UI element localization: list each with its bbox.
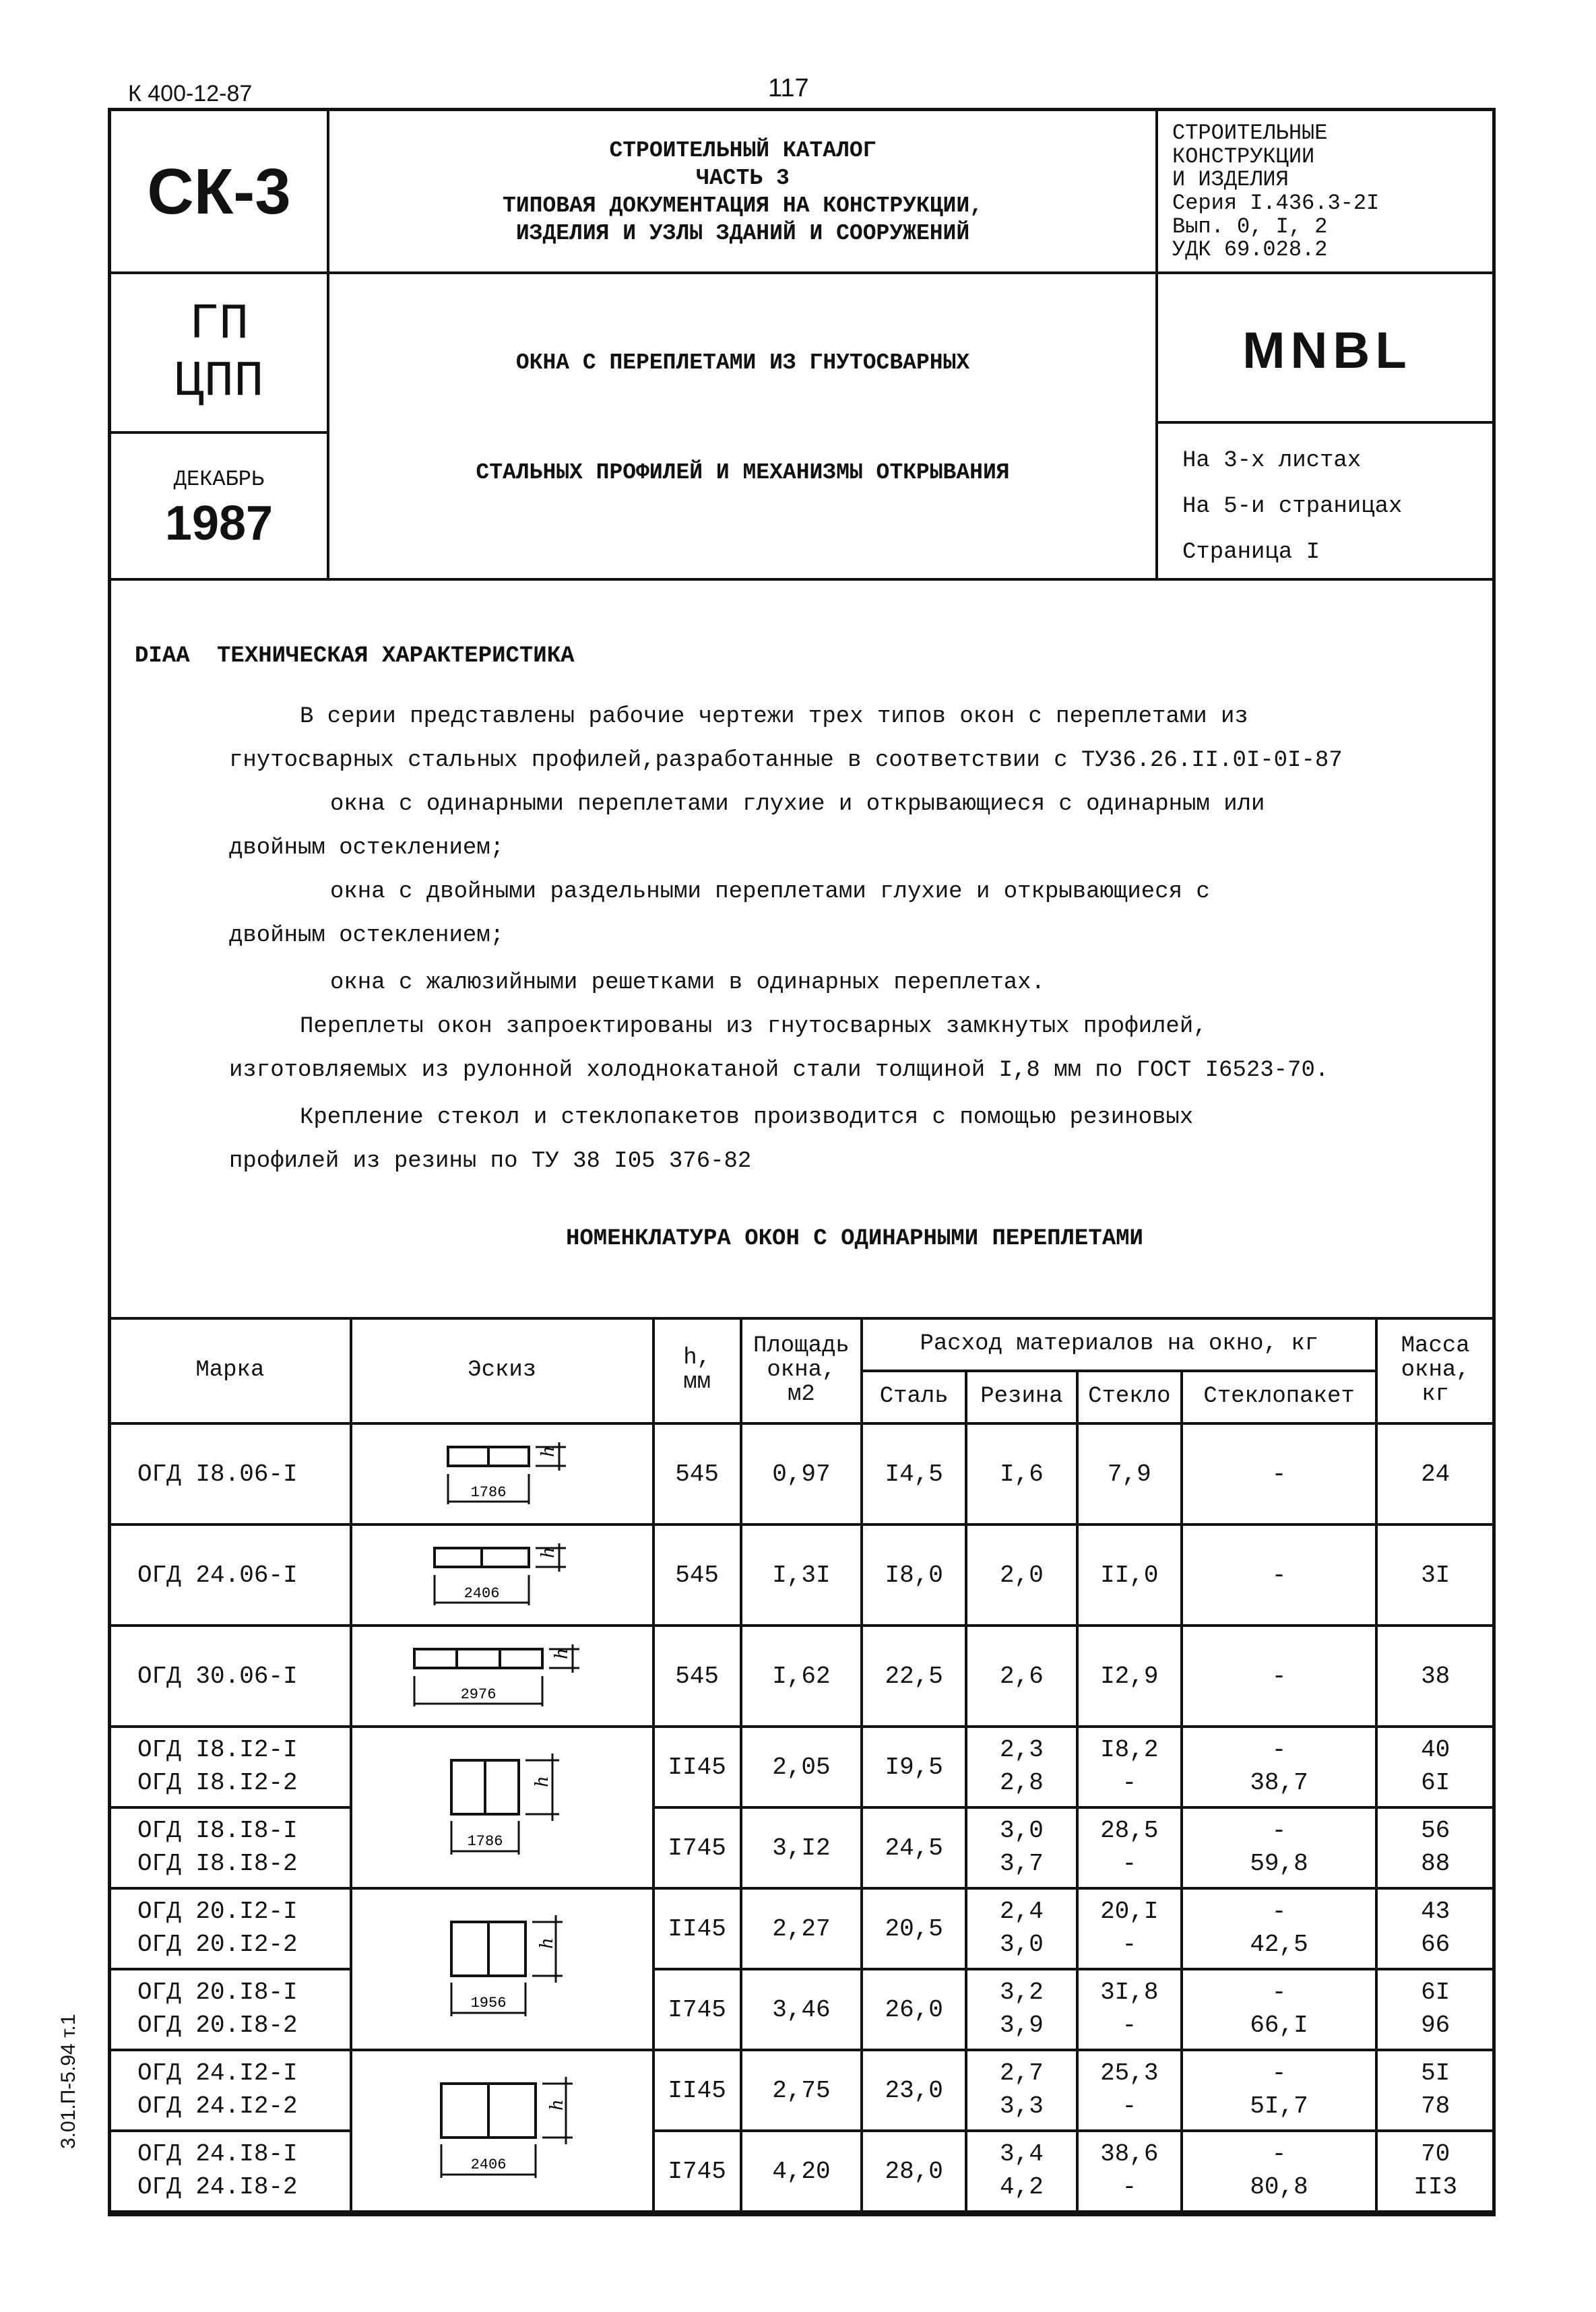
cell-mass	[1376, 1969, 1494, 2050]
org-line: ГП	[189, 296, 249, 353]
body-line: гнутосварных стальных профилей,разработанные в соответствии с ТУ36.26.II.0I-0I-87	[229, 748, 1343, 773]
cell-mark	[109, 2131, 351, 2212]
svg-text:h: h	[538, 1446, 559, 1457]
value-line: -	[1271, 1736, 1287, 1764]
cell-h: 545	[653, 1626, 741, 1727]
value-line: 59,8	[1250, 1850, 1308, 1877]
cell-glass	[1077, 1888, 1182, 1969]
cell-sketch	[351, 1524, 653, 1626]
cell-area: 3,46	[741, 1969, 862, 2050]
issue-month: ДЕКАБРЬ	[173, 466, 265, 492]
value-line: 6I	[1421, 1769, 1450, 1797]
cell-mark	[109, 1888, 351, 1969]
cell-rubber	[966, 1727, 1077, 1807]
svg-text:h: h	[552, 1648, 573, 1659]
title-line: СТАЛЬНЫХ ПРОФИЛЕЙ И МЕХАНИЗМЫ ОТКРЫВАНИЯ	[476, 460, 1010, 485]
cell-glass	[1077, 1727, 1182, 1807]
header-mass-unit: кг	[1422, 1381, 1450, 1407]
body-line: профилей из резины по ТУ 38 I05 376-82	[229, 1149, 752, 1174]
value-line: 88	[1421, 1850, 1450, 1877]
udk: УДК 69.028.2	[1172, 237, 1328, 263]
value-line: -	[1271, 1979, 1287, 2007]
mark-line: ОГД 24.I8-2	[137, 2173, 298, 2201]
table-row	[109, 1524, 1494, 1626]
window-sketch-icon	[421, 1902, 583, 2036]
cell-glass-unit	[1182, 1969, 1377, 2050]
header-sketch: Эскиз	[351, 1318, 653, 1423]
value-line: 3,7	[1000, 1850, 1044, 1877]
value-line: 3,0	[1000, 1817, 1044, 1845]
cell-area: 0,97	[741, 1423, 862, 1524]
body-line: окна с одинарными переплетами глухие и открывающиеся с одинарным или	[330, 792, 1265, 817]
mark-line: ОГД I8.I8-I	[137, 1817, 298, 1845]
sketch-width-label: 2406	[470, 2156, 507, 2173]
mark-line: ОГД 24.I2-I	[137, 2059, 298, 2088]
table-row	[109, 2131, 1494, 2212]
value-line: 6I	[1421, 1979, 1450, 2007]
header-divider	[1155, 421, 1496, 424]
cell-steel: 20,5	[862, 1888, 966, 1969]
value-line: -	[1271, 2059, 1287, 2088]
value-line: 66,I	[1250, 2012, 1308, 2039]
mark-line: ОГД 20.I2-I	[137, 1898, 298, 1926]
cell-h: 545	[653, 1524, 741, 1626]
value-line: 3I,8	[1100, 1979, 1159, 2007]
header-divider	[1155, 108, 1158, 579]
section-title: ТЕХНИЧЕСКАЯ ХАРАКТЕРИСТИКА	[217, 643, 575, 669]
cell-steel: I8,0	[862, 1524, 966, 1626]
cell-glass-unit	[1182, 2050, 1377, 2131]
sheet-info	[1182, 438, 1492, 579]
series: Серия I.436.3-2I	[1172, 191, 1380, 216]
header-mass	[1376, 1318, 1494, 1423]
header-divider	[327, 271, 1155, 274]
cell-h: II45	[653, 1727, 741, 1807]
structure-line: КОНСТРУКЦИИ	[1172, 143, 1315, 169]
catalog-title	[330, 118, 1155, 266]
value-line: -	[1271, 1898, 1287, 1926]
cell-rubber: I,6	[966, 1423, 1077, 1524]
table-row	[109, 1626, 1494, 1727]
value-line: -	[1122, 1769, 1137, 1797]
catalog-line: ИЗДЕЛИЯ И УЗЛЫ ЗДАНИЙ И СООРУЖЕНИЙ	[515, 221, 970, 247]
value-line: -	[1122, 2092, 1137, 2120]
issue-year: 1987	[164, 496, 274, 550]
header-area-label: Площадь окна,	[753, 1333, 850, 1384]
cell-mass: 3I	[1376, 1524, 1494, 1626]
cell-mark: ОГД 24.06-I	[109, 1524, 351, 1626]
mark-line: ОГД 20.I2-2	[137, 1931, 298, 1958]
table-row	[109, 2050, 1494, 2131]
cell-mark	[109, 2050, 351, 2131]
cell-glass-unit	[1182, 1727, 1377, 1807]
window-sketch-icon	[401, 1639, 603, 1713]
header-divider	[327, 108, 329, 579]
mark-line: ОГД 20.I8-I	[137, 1979, 298, 2007]
value-line: 78	[1421, 2092, 1450, 2120]
table-row	[109, 1888, 1494, 1969]
value-line: -	[1122, 1850, 1137, 1877]
cell-rubber	[966, 2050, 1077, 2131]
header-divider	[108, 431, 327, 434]
cell-glass: 7,9	[1077, 1423, 1182, 1524]
cell-steel: 23,0	[862, 2050, 966, 2131]
cell-glass	[1077, 2131, 1182, 2212]
cell-glass-unit: -	[1182, 1423, 1377, 1524]
sheet-count: На 3-х листах	[1182, 448, 1362, 474]
value-line: 40	[1421, 1736, 1450, 1764]
header-glass: Стекло	[1077, 1371, 1182, 1423]
structure-line: И ИЗДЕЛИЯ	[1172, 167, 1289, 193]
current-page: Страница I	[1182, 540, 1320, 565]
value-line: -	[1122, 2173, 1137, 2201]
mark-line: ОГД 24.I8-I	[137, 2140, 298, 2169]
body-line: Крепление стекол и стеклопакетов производится с помощью резиновых	[300, 1105, 1194, 1130]
cell-mass	[1376, 1888, 1494, 1969]
table-row	[109, 1423, 1494, 1524]
cell-mass: 24	[1376, 1423, 1494, 1524]
value-line: 80,8	[1250, 2173, 1308, 2201]
document-code: К 400-12-87	[128, 81, 253, 106]
cell-h: I745	[653, 1969, 741, 2050]
mark-line: ОГД I8.I2-I	[137, 1736, 298, 1764]
cell-glass-unit	[1182, 1807, 1377, 1888]
value-line: -	[1271, 1817, 1287, 1845]
value-line: 2,4	[1000, 1898, 1044, 1926]
cell-rubber	[966, 1969, 1077, 2050]
table-row	[109, 1807, 1494, 1888]
value-line: II3	[1413, 2173, 1458, 2201]
value-line: 25,3	[1100, 2059, 1159, 2088]
cell-area: 2,05	[741, 1727, 862, 1807]
value-line: 3,2	[1000, 1979, 1044, 2007]
body-line: Переплеты окон запроектированы из гнутосварных замкнутых профилей,	[300, 1014, 1207, 1039]
body-line: В серии представлены рабочие чертежи трех типов окон с переплетами из	[300, 704, 1248, 730]
cell-mass: 38	[1376, 1626, 1494, 1727]
mark-line: ОГД I8.I2-2	[137, 1769, 298, 1797]
body-line: окна с двойными раздельными переплетами глухие и открывающиеся с	[330, 879, 1210, 905]
cell-rubber	[966, 1807, 1077, 1888]
cell-rubber: 2,6	[966, 1626, 1077, 1727]
page-number: 117	[768, 74, 809, 102]
sketch-width-label: 2976	[460, 1686, 497, 1703]
cell-mass	[1376, 2050, 1494, 2131]
classification-code: MNBL	[1242, 321, 1412, 379]
cell-mark: ОГД I8.06-I	[109, 1423, 351, 1524]
cell-sketch	[351, 1626, 653, 1727]
catalog-code: СК-3	[147, 156, 291, 228]
value-line: 3,0	[1000, 1931, 1044, 1958]
sketch-width-label: 1956	[470, 1995, 507, 2012]
value-line: -	[1122, 2012, 1137, 2039]
mark-line: ОГД 24.I2-2	[137, 2092, 298, 2120]
header-h-unit: мм	[683, 1370, 711, 1395]
cell-glass: I2,9	[1077, 1626, 1182, 1727]
cell-area: I,3I	[741, 1524, 862, 1626]
value-line: 3,4	[1000, 2140, 1044, 2169]
mark-line: ОГД 20.I8-2	[137, 2012, 298, 2039]
value-line: 5I,7	[1250, 2092, 1308, 2120]
organization	[111, 276, 327, 431]
cell-sketch	[351, 1423, 653, 1524]
document-title	[330, 350, 1155, 485]
value-line: 5I	[1421, 2059, 1450, 2088]
cell-mass	[1376, 1807, 1494, 1888]
cell-steel: I9,5	[862, 1727, 966, 1807]
table-row	[109, 1727, 1494, 1807]
value-line: 42,5	[1250, 1931, 1308, 1958]
table-header-row	[109, 1318, 1494, 1371]
header-h-label: h,	[683, 1345, 711, 1372]
body-line: двойным остеклением;	[229, 923, 505, 949]
window-sketch-icon	[414, 2063, 589, 2198]
section-heading	[135, 643, 575, 669]
issue-date	[111, 438, 327, 579]
value-line: 70	[1421, 2140, 1450, 2169]
value-line: 4,2	[1000, 2173, 1044, 2201]
cell-glass-unit	[1182, 2131, 1377, 2212]
cell-mark	[109, 1969, 351, 2050]
cell-rubber: 2,0	[966, 1524, 1077, 1626]
body-line: окна с жалюзийными решетками в одинарных переплетах.	[330, 970, 1045, 996]
value-line: 43	[1421, 1898, 1450, 1926]
value-line: 20,I	[1100, 1898, 1159, 1926]
header-rubber: Резина	[966, 1371, 1077, 1423]
value-line: 38,6	[1100, 2140, 1159, 2169]
window-sketch-icon	[421, 1740, 583, 1875]
header-area-unit: м2	[788, 1381, 815, 1407]
cell-area: 2,27	[741, 1888, 862, 1969]
cell-steel: 22,5	[862, 1626, 966, 1727]
cell-sketch	[351, 1727, 653, 1888]
cell-glass-unit: -	[1182, 1524, 1377, 1626]
catalog-line: ЧАСТЬ 3	[696, 165, 790, 191]
org-line: ЦПП	[174, 354, 264, 410]
cell-steel: I4,5	[862, 1423, 966, 1524]
value-line: 3,3	[1000, 2092, 1044, 2120]
sketch-width-label: 2406	[464, 1585, 500, 1602]
nomenclature-title: НОМЕНКЛАТУРА ОКОН С ОДИНАРНЫМИ ПЕРЕПЛЕТАМИ	[566, 1226, 1143, 1252]
value-line: -	[1122, 1931, 1137, 1958]
svg-text:h: h	[532, 1776, 553, 1787]
cell-h: I745	[653, 1807, 741, 1888]
structure-line: СТРОИТЕЛЬНЫЕ	[1172, 121, 1328, 146]
value-line: 28,5	[1100, 1817, 1159, 1845]
header-glass-unit: Стеклопакет	[1182, 1371, 1377, 1423]
header-consumption: Расход материалов на окно, кг	[862, 1318, 1376, 1371]
cell-steel: 26,0	[862, 1969, 966, 2050]
value-line: I8,2	[1100, 1736, 1159, 1764]
header-h	[653, 1318, 741, 1423]
cell-rubber	[966, 2131, 1077, 2212]
cell-mark	[109, 1727, 351, 1807]
side-stamp: 3.01.П-5.94 т.1	[57, 2014, 79, 2149]
window-sketch-icon	[421, 1437, 583, 1511]
sketch-width-label: 1786	[470, 1484, 507, 1501]
cell-sketch	[351, 1888, 653, 2050]
cell-area: 4,20	[741, 2131, 862, 2212]
structure-block	[1172, 115, 1489, 269]
cell-steel: 24,5	[862, 1807, 966, 1888]
table-row	[109, 1969, 1494, 2050]
cell-area: 2,75	[741, 2050, 862, 2131]
header-divider	[1155, 271, 1496, 274]
nomenclature-table	[108, 1317, 1496, 2213]
cell-area: 3,I2	[741, 1807, 862, 1888]
cell-glass	[1077, 1807, 1182, 1888]
header-area	[741, 1318, 862, 1423]
cell-sketch	[351, 2050, 653, 2212]
cell-steel: 28,0	[862, 2131, 966, 2212]
value-line: 3,9	[1000, 2012, 1044, 2039]
issue: Вып. 0, I, 2	[1172, 214, 1328, 239]
catalog-line: СТРОИТЕЛЬНЫЙ КАТАЛОГ	[609, 137, 876, 163]
section-code: DIAA	[135, 643, 190, 669]
svg-text:h: h	[547, 2099, 568, 2111]
header-mass-label: Масса окна,	[1401, 1333, 1470, 1384]
svg-text:h: h	[537, 1937, 558, 1949]
value-line: 96	[1421, 2012, 1450, 2039]
value-line: 56	[1421, 1817, 1450, 1845]
body-line: двойным остеклением;	[229, 835, 505, 861]
catalog-line: ТИПОВАЯ ДОКУМЕНТАЦИЯ НА КОНСТРУКЦИИ,	[503, 193, 983, 218]
cell-area: I,62	[741, 1626, 862, 1727]
header-mark: Марка	[109, 1318, 351, 1423]
cell-rubber	[966, 1888, 1077, 1969]
value-line: 2,8	[1000, 1769, 1044, 1797]
value-line: -	[1271, 2140, 1287, 2169]
header-steel: Сталь	[862, 1371, 966, 1423]
sketch-width-label: 1786	[467, 1833, 503, 1850]
value-line: 2,3	[1000, 1736, 1044, 1764]
value-line: 66	[1421, 1931, 1450, 1958]
page-count: На 5-и страницах	[1182, 494, 1403, 519]
svg-text:h: h	[538, 1547, 559, 1558]
cell-mark	[109, 1807, 351, 1888]
value-line: 2,7	[1000, 2059, 1044, 2088]
cell-mark: ОГД 30.06-I	[109, 1626, 351, 1727]
cell-h: II45	[653, 2050, 741, 2131]
cell-h: II45	[653, 1888, 741, 1969]
cell-glass: II,0	[1077, 1524, 1182, 1626]
cell-mass	[1376, 1727, 1494, 1807]
window-sketch-icon	[414, 1538, 589, 1612]
title-line: ОКНА С ПЕРЕПЛЕТАМИ ИЗ ГНУТОСВАРНЫХ	[515, 350, 970, 375]
cell-h: 545	[653, 1423, 741, 1524]
cell-glass	[1077, 1969, 1182, 2050]
cell-mass	[1376, 2131, 1494, 2212]
cell-glass	[1077, 2050, 1182, 2131]
value-line: 38,7	[1250, 1769, 1308, 1797]
cell-h: I745	[653, 2131, 741, 2212]
cell-glass-unit: -	[1182, 1626, 1377, 1727]
body-line: изготовляемых из рулонной холоднокатаной стали толщиной I,8 мм по ГОСТ I6523-70.	[229, 1058, 1329, 1083]
cell-glass-unit	[1182, 1888, 1377, 1969]
mark-line: ОГД I8.I8-2	[137, 1850, 298, 1877]
